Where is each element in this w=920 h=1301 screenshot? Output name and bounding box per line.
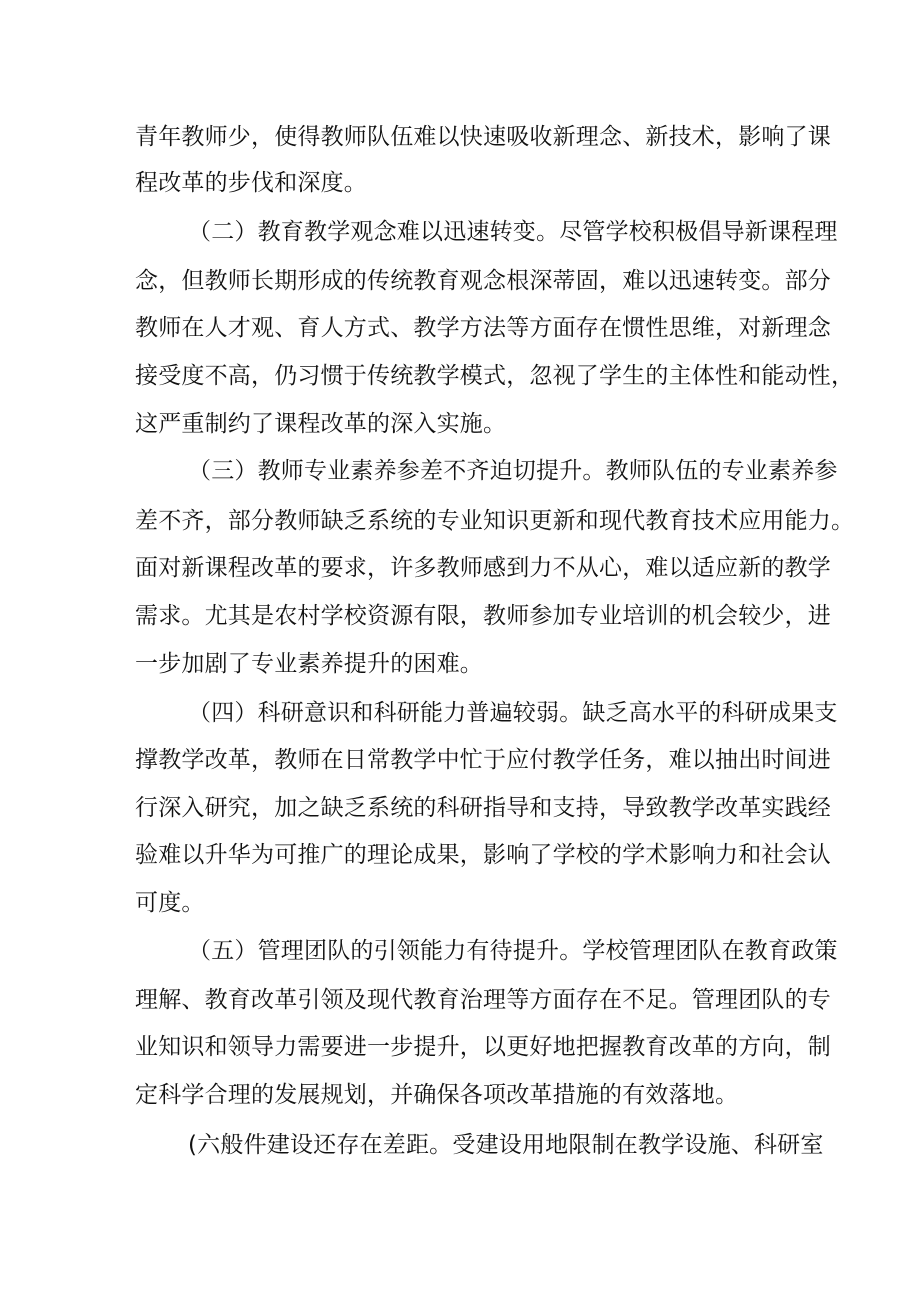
paragraph-line: 验难以升华为可推广的理论成果，影响了学校的学术影响力和社会认: [135, 842, 831, 868]
paragraph-line: （四）科研意识和科研能力普遍较弱。缺乏高水平的科研成果支: [188, 700, 838, 726]
paragraph-line: 教师在人才观、育人方式、教学方法等方面存在惯性思维，对新理念: [135, 315, 831, 341]
paragraph-line: 一步加剧了专业素养提升的困难。: [135, 651, 483, 677]
paragraph-line: 定科学合理的发展规划，并确保各项改革措施的有效落地。: [135, 1082, 739, 1108]
paragraph-line: （五）管理团队的引领能力有待提升。学校管理团队在教育政策: [188, 938, 838, 964]
paragraph-line: 青年教师少，使得教师队伍难以快速吸收新理念、新技术，影响了课: [135, 124, 831, 150]
paragraph-line: (六般件建设还存在差距。受建设用地限制在教学设施、科研室: [188, 1132, 824, 1158]
paragraph-line: 接受度不高，仍习惯于传统教学模式，忽视了学生的主体性和能动性，: [135, 363, 855, 389]
paragraph-line: 程改革的步伐和深度。: [135, 170, 367, 196]
paragraph-line: 业知识和领导力需要进一步提升，以更好地把握教育改革的方向，制: [135, 1034, 831, 1060]
paragraph-line: 这严重制约了课程改革的深入实施。: [135, 411, 507, 437]
paragraph-line: 念，但教师长期形成的传统教育观念根深蒂固，难以迅速转变。部分: [135, 268, 831, 294]
paragraph-line: 可度。: [135, 890, 205, 916]
paragraph-line: 撑教学改革，教师在日常教学中忙于应付教学任务，难以抽出时间进: [135, 747, 831, 773]
paragraph-line: （二）教育教学观念难以迅速转变。尽管学校积极倡导新课程理: [188, 219, 838, 245]
paragraph-line: 行深入研究，加之缺乏系统的科研指导和支持，导致教学改革实践经: [135, 795, 831, 821]
paragraph-line: 面对新课程改革的要求，许多教师感到力不从心，难以适应新的教学: [135, 555, 831, 581]
paragraph-line: 差不齐，部分教师缺乏系统的专业知识更新和现代教育技术应用能力。: [135, 508, 855, 534]
paragraph-line: 需求。尤其是农村学校资源有限，教师参加专业培训的机会较少，进: [135, 603, 831, 629]
paragraph-line: 理解、教育改革引领及现代教育治理等方面存在不足。管理团队的专: [135, 987, 831, 1013]
paragraph-line: （三）教师专业素养参差不齐迫切提升。教师队伍的专业素养参: [188, 458, 838, 484]
